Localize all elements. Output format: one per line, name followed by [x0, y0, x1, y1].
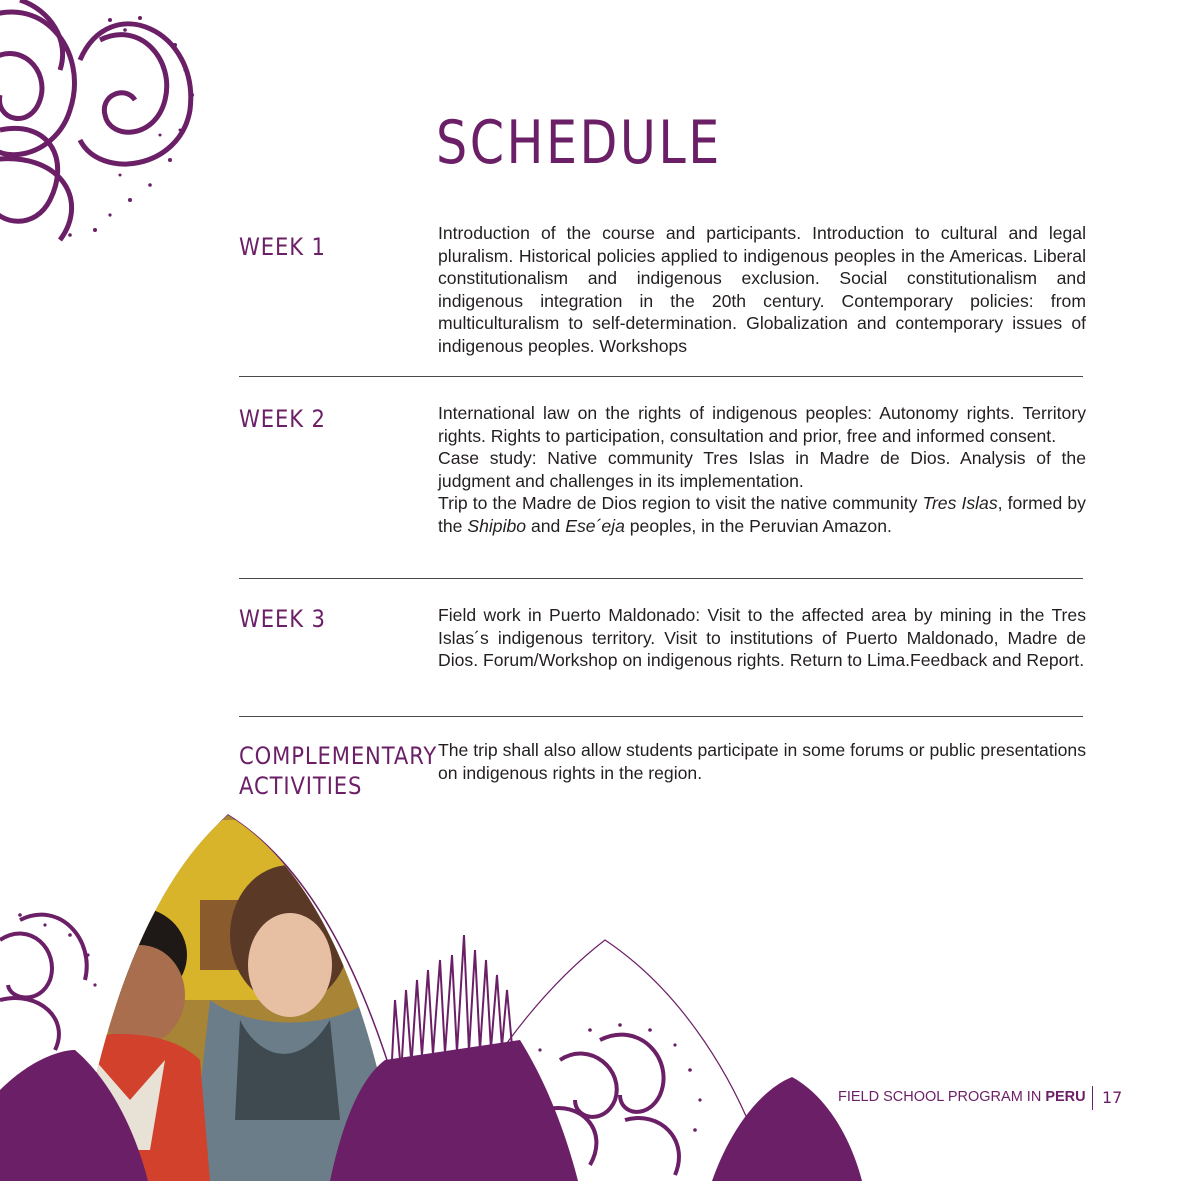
- week-3-label: WEEK 3: [239, 605, 326, 633]
- footer-separator: [1092, 1086, 1093, 1110]
- week-3-description: [438, 604, 1086, 672]
- footer-text: FIELD SCHOOL PROGRAM IN: [838, 1089, 1046, 1105]
- trip-text-suffix: peoples, in the Peruvian Amazon.: [624, 515, 892, 536]
- reed-ornament: [392, 935, 512, 1060]
- week-1-label: WEEK 1: [239, 233, 326, 261]
- week-2-paragraph-rights: International law on the rights of indigenous peoples: Autonomy rights. Territory rights. Rights to participation, consultation and prior, free and informed consent.: [438, 403, 1086, 446]
- people-name-shipibo: Shipibo: [467, 515, 527, 536]
- trip-text-mid: , formed by the: [438, 493, 1086, 536]
- week-2-description: [438, 402, 1086, 538]
- trip-text-prefix: Trip to the Madre de Dios region to visit the native community: [438, 493, 923, 514]
- week-2-paragraph-trip: [438, 492, 1086, 537]
- page-number: 17: [1102, 1088, 1123, 1107]
- footer-program-name: [838, 1089, 1086, 1105]
- week-1-paragraph: Introduction of the course and participants. Introduction to cultural and legal pluralism. Historical policies applied to indigenous peoples in the Americas. Liberal constitutionalism and indigenous exclusion. Social constitutionalism and indigenous integration in the 20th century. Contemporary policies: from multiculturalism to self-determination. Globalization and contemporary issues of indigenous peoples. Workshops: [438, 223, 1086, 356]
- spiral-ornament-bottom-left: [0, 915, 87, 1050]
- complementary-description: [438, 739, 1086, 784]
- complementary-label-line-1: COMPLEMENTARY: [239, 742, 438, 770]
- divider: [239, 716, 1083, 717]
- complementary-paragraph: The trip shall also allow students participate in some forums or public presentations on indigenous rights in the region.: [438, 740, 1086, 783]
- community-name: Tres Islas: [922, 493, 998, 514]
- divider: [239, 578, 1083, 579]
- week-2-label: WEEK 2: [239, 405, 326, 433]
- complementary-label-line-2: ACTIVITIES: [239, 772, 363, 800]
- trip-text-and: and: [526, 515, 566, 536]
- dots-ornament-bottom-center: [538, 1023, 701, 1132]
- people-name-eseeja: Ese´eja: [565, 515, 625, 536]
- footer-country: PERU: [1045, 1089, 1086, 1105]
- spiral-ornament-top-left: [0, 0, 191, 240]
- week-3-paragraph: Field work in Puerto Maldonado: Visit to the affected area by mining in the Tres Islas´s indigenous territory. Visit to institutions of Puerto Maldonado, Madre de Dios. Forum/Workshop on indigenous rights. Return to Lima.Feedback and Report.: [438, 605, 1086, 671]
- complementary-activities-label: [239, 741, 438, 801]
- divider: [239, 376, 1083, 377]
- page-title: SCHEDULE: [436, 108, 722, 178]
- week-2-paragraph-case-study: Case study: Native community Tres Islas in Madre de Dios. Analysis of the judgment and challenges in its implementation.: [438, 448, 1086, 491]
- week-1-description: [438, 222, 1086, 358]
